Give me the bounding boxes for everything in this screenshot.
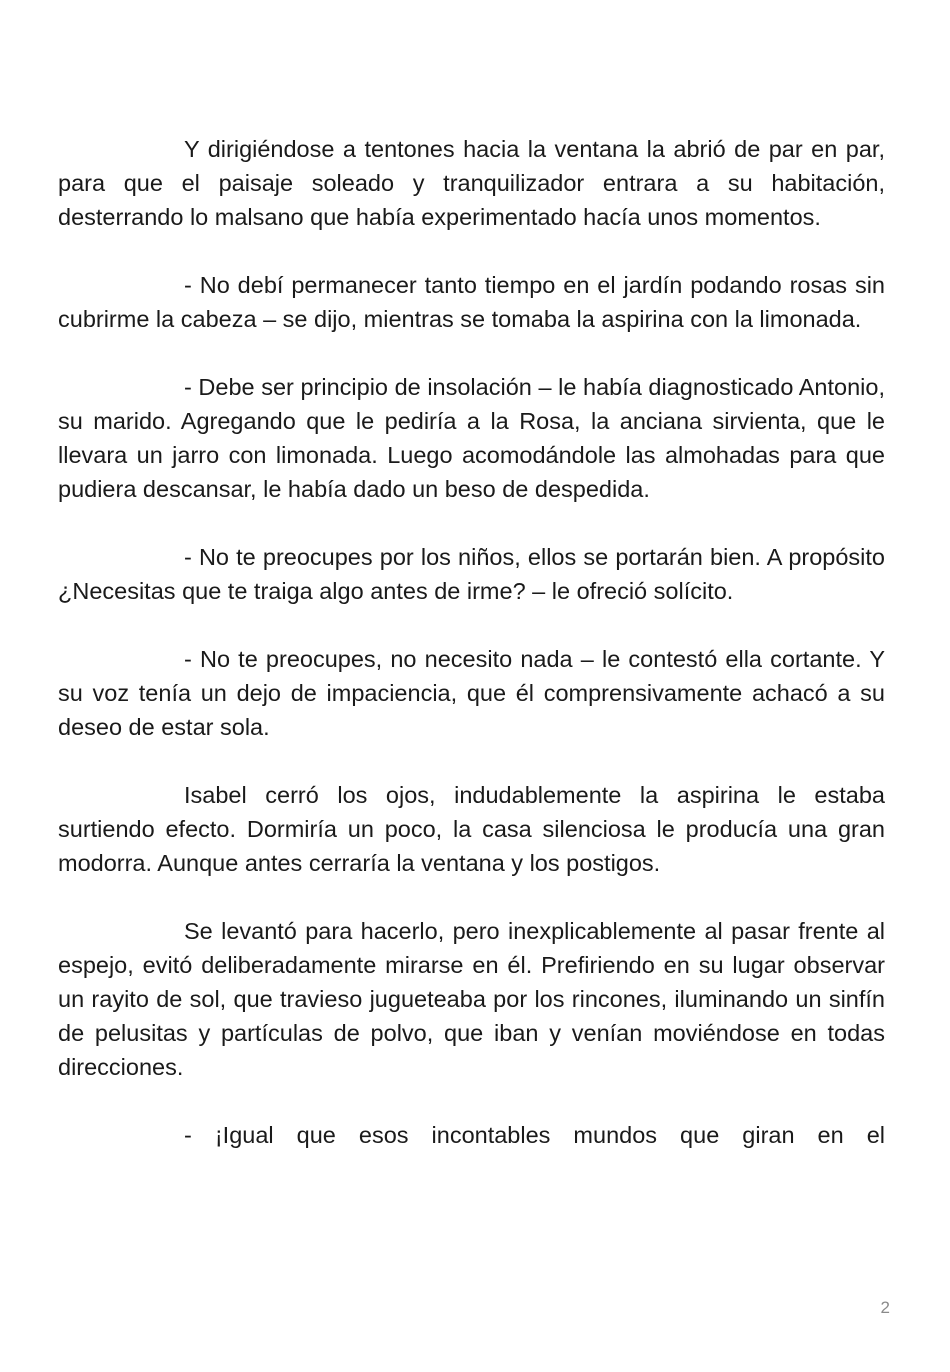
paragraph-5: - No te preocupes, no necesito nada – le contestó ella cortante. Y su voz tenía un dejo de impaciencia, que él comprensivamente achacó a su deseo de estar sola. (58, 646, 885, 740)
paragraph-3: - Debe ser principio de insolación – le había diagnosticado Antonio, su marido. Agregando que le pediría a la Rosa, la anciana sirvienta, que le llevara un jarro con limonada. Luego acomodándole las almohadas para que pudiera descansar, le había dado un beso de despedida. (58, 374, 885, 502)
paragraph-4: - No te preocupes por los niños, ellos se portarán bien. A propósito ¿Necesitas que te traiga algo antes de irme? – le ofreció solícito. (58, 544, 885, 604)
body-text (58, 132, 885, 1152)
paragraph-1: Y dirigiéndose a tentones hacia la ventana la abrió de par en par, para que el paisaje soleado y tranquilizador entrara a su habitación, desterrando lo malsano que había experimentado hacía unos momentos. (58, 136, 885, 230)
paragraph-2: - No debí permanecer tanto tiempo en el jardín podando rosas sin cubrirme la cabeza – se dijo, mientras se tomaba la aspirina con la limonada. (58, 272, 885, 332)
paragraph-6: Isabel cerró los ojos, indudablemente la aspirina le estaba surtiendo efecto. Dormiría un poco, la casa silenciosa le producía una gran modorra. Aunque antes cerraría la ventana y los postigos. (58, 782, 885, 876)
paragraph-8: - ¡Igual que esos incontables mundos que giran en el (184, 1122, 885, 1148)
paragraph-7: Se levantó para hacerlo, pero inexplicablemente al pasar frente al espejo, evitó deliberadamente mirarse en él. Prefiriendo en su lugar observar un rayito de sol, que travieso jugueteaba por los rincones, iluminando un sinfín de pelusitas y partículas de polvo, que iban y venían moviéndose en todas direcciones. (58, 918, 885, 1080)
page-number: 2 (880, 1298, 890, 1317)
